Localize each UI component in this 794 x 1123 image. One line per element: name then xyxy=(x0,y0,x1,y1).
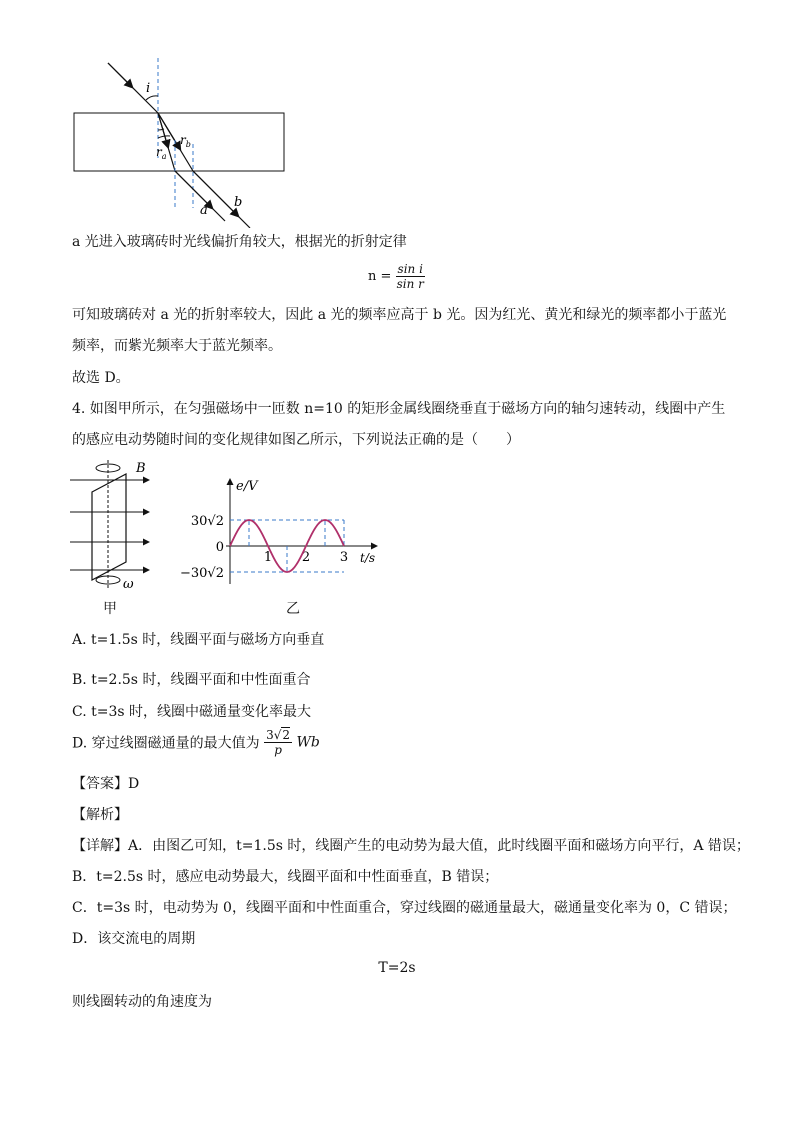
coil-frame xyxy=(92,474,126,580)
x-tick-label: 1 xyxy=(263,550,273,565)
answer-label: 【答案】D xyxy=(72,776,140,792)
para-2-line-1: 可知玻璃砖对 a 光的折射率较大，因此 a 光的频率应高于 b 光。因为红光、黄光和绿光的频率都小于蓝光 xyxy=(72,307,727,323)
svg-text:ra: $r_a$ xyxy=(156,145,167,161)
detail-b: B．t=2.5s 时，感应电动势最大，线圈平面和中性面垂直，B 错误； xyxy=(72,869,499,885)
question-4-line-2: 的感应电动势随时间的变化规律如图乙所示，下列说法正确的是（ ） xyxy=(72,432,520,448)
x-tick-label: 3 xyxy=(339,550,349,565)
detail-c: C．t=3s 时，电动势为 0，线圈平面和中性面重合，穿过线圈的磁通量最大，磁通量变化率为 0，C 错误； xyxy=(72,900,737,916)
label-B: B xyxy=(136,461,146,476)
label-b: b xyxy=(234,195,243,210)
y-tick-label: 0 xyxy=(215,540,224,555)
glass-block xyxy=(74,113,284,171)
option-d: D. 穿过线圈磁通量的最大值为 $\frac{3√2}{p}$ Wb xyxy=(72,728,320,757)
detail-a: 【详解】A．由图乙可知，t=1.5s 时，线圈产生的电动势为最大值，此时线圈平面和磁场方向平行，A 错误； xyxy=(72,838,750,854)
option-c: C. t=3s 时，线圈中磁通量变化率最大 xyxy=(72,704,312,720)
period-formula: T=2s xyxy=(378,960,416,976)
label-i: i xyxy=(146,81,151,96)
detail-d: D．该交流电的周期 xyxy=(72,931,196,947)
caption-jia: 甲 xyxy=(103,601,117,617)
para-1: a 光进入玻璃砖时光线偏折角较大，根据光的折射定律 xyxy=(72,234,407,250)
option-b: B. t=2.5s 时，线圈平面和中性面重合 xyxy=(72,672,311,688)
emf-chart xyxy=(176,476,386,588)
y-tick-label: −30√2 xyxy=(180,566,224,581)
caption-yi: 乙 xyxy=(286,601,300,617)
svg-text:rb: $r_b$ xyxy=(180,133,191,149)
y-tick-label: 30√2 xyxy=(190,514,224,529)
last-line: 则线圈转动的角速度为 xyxy=(72,994,212,1010)
refraction-figure xyxy=(72,58,292,228)
x-axis-label: t/s xyxy=(360,551,376,565)
formula-n: n = $\frac{\text{sin i}}{\text{sin r}}$ xyxy=(368,262,424,291)
x-tick-label: 2 xyxy=(301,550,311,565)
label-a: a xyxy=(200,203,208,218)
coil-figure xyxy=(68,460,168,590)
answer-d-text: 故选 D。 xyxy=(72,370,130,386)
y-axis-label: e/V xyxy=(236,479,258,494)
option-a: A. t=1.5s 时，线圈平面与磁场方向垂直 xyxy=(72,632,325,648)
label-omega: ω xyxy=(123,577,134,590)
analysis-label: 【解析】 xyxy=(72,807,128,823)
question-4-line-1: 4. 如图甲所示，在匀强磁场中一匝数 n=10 的矩形金属线圈绕垂直于磁场方向的轴匀速转动，线圈中产生 xyxy=(72,401,726,417)
para-2-line-2: 频率，而紫光频率大于蓝光频率。 xyxy=(72,338,282,354)
